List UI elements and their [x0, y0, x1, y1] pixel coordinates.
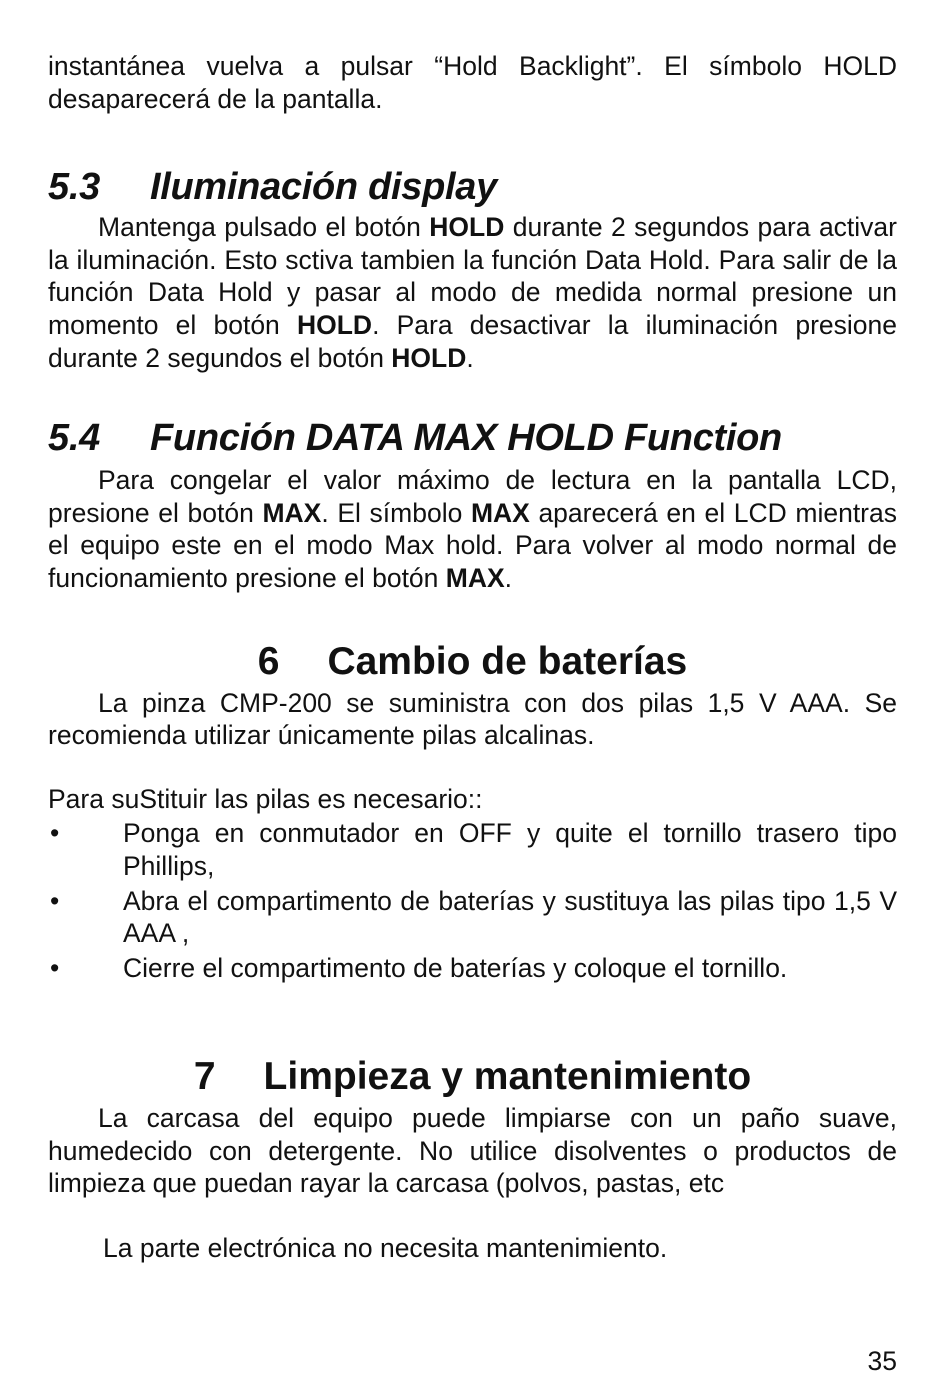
section-7-heading: [48, 1054, 897, 1100]
page-number: 35: [867, 1346, 897, 1376]
section-5-4-paragraph: Para congelar el valor máximo de lectura en la pantalla LCD, presione el botón MAX. El símbolo MAX aparecerá en el LCD mientras el equipo este en el modo Max hold. Para volver al modo normal de funcionamiento presione el botón MAX.: [48, 465, 897, 593]
bullet-icon: •: [50, 952, 60, 983]
intro-paragraph: instantánea vuelva a pulsar “Hold Backlight”. El símbolo HOLD desaparecerá de la pantalla.: [48, 51, 897, 114]
section-5-4-heading: [48, 416, 897, 460]
section-6-paragraph: La pinza CMP-200 se suministra con dos pilas 1,5 V AAA. Se recomienda utilizar únicamente pilas alcalinas.: [48, 687, 897, 751]
bullet-icon: •: [50, 818, 60, 849]
section-7-title: Limpieza y mantenimiento: [263, 1055, 752, 1099]
section-5-3-heading: [48, 165, 897, 209]
section-5-3-title: Iluminación display: [150, 166, 497, 209]
section-7-paragraph: La carcasa del equipo puede limpiarse con un paño suave, humedecido con detergente. No utilice disolventes o productos de limpieza que puedan rayar la carcasa (polvos, pastas, etc: [48, 1103, 897, 1199]
section-6-number: 6: [257, 639, 280, 683]
list-item: • Abra el compartimento de baterías y sustituya las pilas tipo 1,5 V AAA ,: [50, 885, 897, 949]
section-7-number: 7: [193, 1055, 216, 1099]
section-6-heading: [48, 639, 897, 685]
list-item: • Ponga en conmutador en OFF y quite el tornillo trasero tipo Phillips,: [50, 818, 897, 881]
battery-steps-list: [48, 817, 897, 984]
section-6-list-intro: Para suStituir las pilas es necesario::: [48, 783, 483, 814]
list-item: • Cierre el compartimento de baterías y coloque el tornillo.: [50, 952, 788, 983]
bullet-icon: •: [50, 885, 60, 916]
section-6-title: Cambio de baterías: [327, 639, 688, 683]
section-5-3-paragraph: Mantenga pulsado el botón HOLD durante 2 segundos para activar la iluminación. Esto sctiva tambien la función Data Hold. Para salir de la función Data Hold y pasar al modo de medida normal presione un momento el botón HOLD. Para desactivar la iluminación presione durante 2 segundos el botón HOLD.: [48, 212, 897, 373]
section-5-4-title: Función DATA MAX HOLD Function: [150, 417, 782, 460]
section-7-note: La parte electrónica no necesita mantenimiento.: [103, 1233, 668, 1264]
section-5-3-number: 5.3: [48, 166, 100, 209]
section-5-4-number: 5.4: [48, 417, 100, 460]
page-body: [48, 50, 897, 1265]
